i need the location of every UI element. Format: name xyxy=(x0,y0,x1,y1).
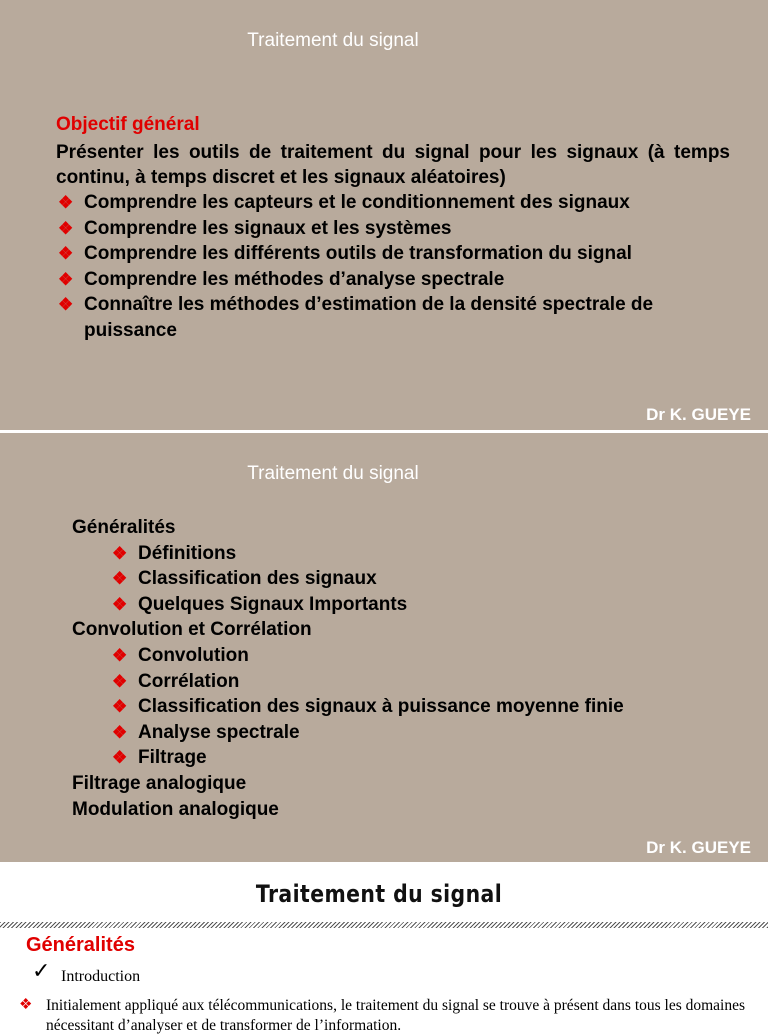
outline-sublist xyxy=(72,643,672,771)
outline-item xyxy=(110,566,672,592)
slide-title: Traitement du signal xyxy=(247,463,419,484)
diamond-bullet-icon: ❖ xyxy=(19,996,33,1013)
outline-sublist xyxy=(72,541,672,618)
diamond-bullet-icon: ❖ xyxy=(112,697,128,717)
section-heading: Objectif général xyxy=(56,114,200,135)
diamond-bullet-icon: ❖ xyxy=(112,645,128,665)
section-heading: Généralités xyxy=(26,934,135,956)
hatched-divider xyxy=(0,922,768,928)
slide-objectives xyxy=(0,0,768,430)
objective-text: Comprendre les signaux et les systèmes xyxy=(84,217,452,239)
diamond-bullet-icon: ❖ xyxy=(112,671,128,691)
objective-item xyxy=(56,190,732,216)
slide-title: Traitement du signal xyxy=(247,30,419,51)
outline-item xyxy=(110,745,672,771)
objective-item xyxy=(56,292,732,343)
objective-item xyxy=(56,267,732,293)
objective-text: Comprendre les capteurs et le conditionnement des signaux xyxy=(84,192,630,213)
outline-item xyxy=(110,592,672,618)
slide-title: Traitement du signal xyxy=(255,880,503,908)
outline-section: Modulation analogique xyxy=(72,798,279,820)
outline-item-text: Analyse spectrale xyxy=(138,721,300,743)
diamond-bullet-icon: ❖ xyxy=(112,748,128,768)
intro-paragraph: Présenter les outils de traitement du signal pour les signaux (à temps continu, à temps discret et les signaux aléatoires) xyxy=(56,142,730,188)
outline-section: Généralités xyxy=(72,517,176,538)
outline-list xyxy=(72,515,672,822)
outline-item-text: Convolution xyxy=(138,644,249,666)
intro-paragraph: Initialement appliqué aux télécommunications, le traitement du signal se trouve à présent dans tous les domaines nécessitant d’analyser et de transformer de l’information. xyxy=(46,997,746,1034)
diamond-bullet-icon: ❖ xyxy=(112,722,128,742)
outline-item xyxy=(110,541,672,567)
outline-item-text: Classification des signaux xyxy=(138,568,377,590)
outline-item-text: Définitions xyxy=(138,542,237,564)
diamond-bullet-icon: ❖ xyxy=(58,269,74,289)
diamond-bullet-icon: ❖ xyxy=(112,569,128,589)
objective-item xyxy=(56,216,732,242)
objective-text: Connaître les méthodes d’estimation de la densité spectrale de puissance xyxy=(84,294,654,341)
diamond-bullet-icon: ❖ xyxy=(58,193,74,212)
outline-item xyxy=(110,669,672,695)
checkmark-icon: ✓ xyxy=(32,958,51,983)
outline-item xyxy=(110,643,672,669)
slide-outline xyxy=(0,433,768,862)
diamond-bullet-icon: ❖ xyxy=(112,594,128,614)
objective-item xyxy=(56,241,732,267)
outline-item xyxy=(110,694,672,720)
outline-item-text: Corrélation xyxy=(138,670,240,692)
diamond-bullet-icon: ❖ xyxy=(112,543,128,563)
diamond-bullet-icon: ❖ xyxy=(58,244,74,264)
author-label: Dr K. GUEYE xyxy=(646,405,751,424)
objectives-list xyxy=(56,190,732,344)
objective-text: Comprendre les méthodes d’analyse spectrale xyxy=(84,268,505,290)
outline-section: Convolution et Corrélation xyxy=(72,619,312,641)
slide-generalites xyxy=(0,864,768,1034)
outline-item xyxy=(110,720,672,746)
outline-item-text: Classification des signaux à puissance moyenne finie xyxy=(138,696,624,718)
subsection-label: Introduction xyxy=(61,968,141,985)
outline-item-text: Quelques Signaux Importants xyxy=(138,593,408,615)
outline-item-text: Filtrage xyxy=(138,747,207,769)
diamond-bullet-icon: ❖ xyxy=(58,295,74,315)
diamond-bullet-icon: ❖ xyxy=(58,218,74,238)
author-label: Dr K. GUEYE xyxy=(646,838,751,857)
outline-section: Filtrage analogique xyxy=(72,772,247,794)
objective-text: Comprendre les différents outils de transformation du signal xyxy=(84,243,632,265)
